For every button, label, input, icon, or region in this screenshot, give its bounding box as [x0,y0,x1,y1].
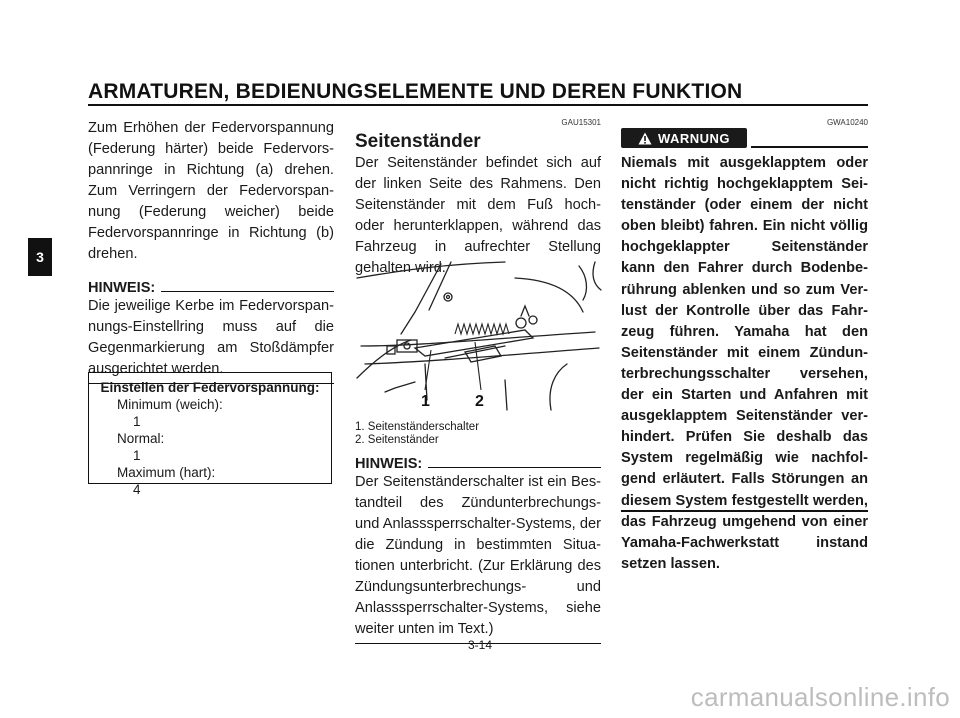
sidestand-note [355,456,601,644]
warning-triangle-icon [638,132,652,145]
section-code: GAU15301 [561,118,601,127]
spec-value-max: 4 [133,482,141,497]
figure-label-2: 2 [475,393,484,410]
spec-label-min: Minimum (weich): [117,397,223,412]
sidestand-figure [355,260,605,412]
spec-value-normal: 1 [133,448,141,463]
warning-rule [751,146,868,148]
spec-label-max: Maximum (hart): [117,465,216,480]
note-heading [355,456,601,472]
warning-text: Niemals mit ausgeklapptem oder nicht richtig hochgeklapptem Seitenständer (oder einem der nicht oben bleibt) fahren. Ein nicht völlig hochgeklappter Seitenständer kann den Fahrer durch Bodenberührung ablenken und so zum Verlust der Kontrolle über das Fahrzeug führen. Yamaha hat den Seitenständer mit einem Zündunterbrechungsschalter versehen, der ein Starten und Anfahren mit ausgeklapptem Seitenständer verhindert. Prüfen Sie deshalb das System regelmäßig wie nachfolgend erläutert. Falls Störungen an diesem System festgestellt werden, das Fahrzeug umgehend von einer Yamaha-Fachwerkstatt instand setzen lassen. [621,155,868,572]
note-text: Der Seitenständerschalter ist ein Bestandteil des Zündunterbrechungs- und Anlasssperrschalter-Systems, der die Zündung in bestimmten Situationen unterbricht. (Zur Erklärung des Zündungsunterbrechungs- und Anlasssperrschalter-Systems, siehe weiter unten im Text.) [355,474,601,637]
header-rule [88,104,868,106]
figure-caption-1: 1. Seitenständerschalter [355,421,480,433]
warning-end-rule [621,510,868,512]
warning-label: WARNUNG [657,130,731,146]
spec-label-normal: Normal: [117,431,165,446]
note-rule [428,467,601,468]
note-heading [88,280,334,296]
section-title: Seitenständer [355,131,481,152]
watermark: carmanualsonline.info [690,682,950,712]
sidestand-paragraph: Der Seitenständer befindet sich auf der linken Seite des Rahmens. Den Seitenständer mit dem Fuß hoch- oder herunterklappen, während das Fahrzeug in aufrechter Stellung gehalten wird. [355,155,601,276]
warning-heading [621,128,868,150]
figure-label-1: 1 [421,393,430,410]
preload-paragraph: Zum Erhöhen der Federvorspannung (Federung härter) beide Federvorspannringe in Richtung (a) drehen. Zum Verringern der Federvorspannung (Federung weicher) beide Federvorspannringe in Richtung (b) drehen. [88,120,334,262]
warning-code: GWA10240 [826,118,868,127]
page-header: ARMATUREN, BEDIENUNGSELEMENTE UND DEREN FUNKTION [88,80,743,103]
spec-box [88,372,332,497]
warning-badge [621,128,747,148]
note-text: Die jeweilige Kerbe im Federvorspannungs-Einstellring muss auf die Gegenmarkierung am Stoßdämpfer ausgerichtet werden. [88,298,334,377]
page-number: 3-14 [467,638,493,652]
note-label: HINWEIS: [88,280,156,296]
note-label: HINWEIS: [355,456,423,472]
note-rule [161,291,334,292]
column-1 [88,118,334,384]
spec-title: Einstellen der Federvorspannung: [100,380,320,395]
figure-caption-2: 2. Seitenständer [355,434,439,446]
spec-value-min: 1 [133,414,141,429]
chapter-tab: 3 [28,238,52,276]
